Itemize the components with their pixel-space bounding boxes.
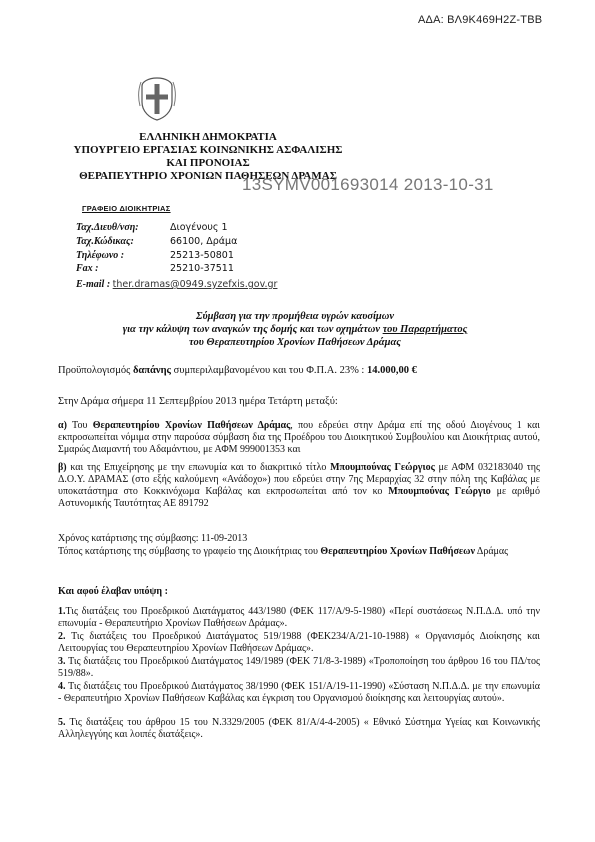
budget-pre: Προϋπολογισμός [58, 365, 133, 376]
header-line-republic: ΕΛΛΗΝΙΚΗ ΔΗΜΟΚΡΑΤΙΑ [139, 131, 277, 143]
clause-item [58, 631, 540, 655]
clause-item [58, 606, 540, 630]
party-b-rep-name: Μπουμπούνας Γεώργιο [388, 486, 491, 497]
budget-bold: δαπάνης [132, 365, 171, 376]
clause-number: 1. [58, 606, 66, 617]
diavgeia-stamp: 13SYMV001693014 2013-10-31 [242, 175, 494, 194]
contract-title-line3: του Θεραπευτηρίου Χρονίων Παθήσεων Δράμας [189, 337, 401, 348]
phone-value: 25213-50801 [170, 250, 234, 261]
party-b-text2: με αριθμό Αστυνομικής Ταυτότητας ΑΕ 891792 [58, 486, 540, 509]
clause-item [58, 717, 540, 741]
clause-text: Τις διατάξεις του Προεδρικού Διατάγματος 443/1980 (ΦΕΚ 117/Α/9-5-1980) «Περί συστάσεως Ν.Π.Δ.Δ. υπό την επωνυμία - Θεραπευτήριο Χρονίων Παθήσεων Δράμας». [58, 606, 540, 629]
budget-line [58, 365, 540, 377]
party-a-name: Θεραπευτηρίου Χρονίων Παθήσεων Δράμας [92, 420, 291, 431]
header-line-welfare: ΚΑΙ ΠΡΟΝΟΙΑΣ [166, 157, 250, 169]
address-label: Ταχ.Διευθ/νση: [76, 222, 139, 233]
party-b-paragraph [58, 462, 540, 510]
contact-phone [76, 250, 234, 262]
fax-label: Fax : [76, 263, 99, 274]
header-line-ministry: ΥΠΟΥΡΓΕΙΟ ΕΡΓΑΣΙΑΣ ΚΟΙΝΩΝΙΚΗΣ ΑΣΦΑΛΙΣΗΣ [73, 144, 343, 156]
postcode-value: 66100, Δράμα [170, 236, 238, 247]
signing-place-pre: Τόπος κατάρτισης της σύμβασης το γραφείο της Διοικήτριας του [58, 546, 321, 557]
party-b-name: Μπουμπούνας Γεώργιος [330, 462, 435, 473]
considering-heading: Και αφού έλαβαν υπόψη : [58, 586, 168, 597]
party-b-pre: και της Επιχείρησης με την επωνυμία και το διακριτικό τίτλο [66, 462, 331, 473]
clause-number: 4. [58, 681, 66, 692]
clause-text: Τις διατάξεις του Προεδρικού Διατάγματος 519/1988 (ΦΕΚ234/Α/21-10-1988) « Οργανισμός Διοίκησης και Λειτουργίας του Θεραπευτηρίου Χρονίων Παθήσεων Δράμας». [58, 631, 540, 654]
party-b-text: με ΑΦΜ 032183040 της Δ.Ο.Υ. ΔΡΑΜΑΣ (στο εξής καλούμενη «Ανάδοχο») που εδρεύει στην 7ης Μεραρχίας 32 στην πόλη της Καβάλας με υποκατάστημα στο Κοκκινόχωμα Καβάλας και εκπροσωπείται από τον κο [58, 462, 540, 497]
fax-value: 25210-37511 [170, 263, 234, 274]
signing-place-post: Δράμας [474, 546, 509, 557]
header-line-institution: ΘΕΡΑΠΕΥΤΗΡΙΟ ΧΡΟΝΙΩΝ ΠΑΘΗΣΕΩΝ ΔΡΑΜΑΣ [79, 170, 337, 182]
email-link[interactable]: ther.dramas@0949.syzefxis.gov.gr [112, 279, 278, 290]
ada-code: ΑΔΑ: ΒΛ9Κ469Η2Ζ-ΤΒΒ [418, 14, 543, 26]
clause-item [58, 681, 540, 705]
clause-text: Τις διατάξεις του άρθρου 15 του Ν.3329/2005 (ΦΕΚ 81/Α/4-4-2005) « Εθνικό Σύστημα Υγείας και Κοινωνικής Αλληλεγγύης και λοιπές διατάξεις». [58, 717, 540, 740]
postcode-label: Ταχ.Κώδικας: [76, 236, 134, 247]
clause-item [58, 656, 540, 680]
clause-text: Τις διατάξεις του Προεδρικού Διατάγματος 38/1990 (ΦΕΚ 151/Α/19-11-1990) «Σύσταση Ν.Π.Δ.Δ. με την επωνυμία - Θεραπευτήριο Χρονίων Παθήσεων Καβάλας και έγκριση του Οργανισμού διοίκησης και λειτουργίας αυτού». [58, 681, 540, 704]
contact-postcode [76, 236, 237, 248]
signing-place-bold: Θεραπευτηρίου Χρονίων Παθήσεων [320, 546, 475, 557]
contract-title-line2-text: για την κάλυψη των αναγκών της δομής και των οχημάτων [122, 324, 383, 335]
contract-title-annex: του Παραρτήματος [382, 324, 468, 335]
contact-email [76, 279, 277, 291]
clause-number: 3. [58, 656, 66, 667]
phone-label: Τηλέφωνο : [76, 250, 125, 261]
address-value: Διογένους 1 [170, 222, 228, 233]
party-a-label: α) [58, 420, 67, 431]
budget-mid: συμπεριλαμβανομένου και του Φ.Π.Α. 23% : [170, 365, 367, 376]
signing-place [58, 546, 540, 558]
email-label: E-mail : [76, 279, 111, 290]
clause-number: 2. [58, 631, 66, 642]
contract-title-line1: Σύμβαση για την προμήθεια υγρών καυσίμων [195, 311, 395, 322]
signing-time: Χρόνος κατάρτισης της σύμβασης: 11-09-2013 [58, 533, 248, 544]
contact-address [76, 222, 228, 234]
contact-fax [76, 263, 234, 275]
contract-title-line2 [60, 323, 530, 336]
budget-amount: 14.000,00 € [366, 365, 417, 376]
department-title: ΓΡΑΦΕΙΟ ΔΙΟΙΚΗΤΡΙΑΣ [82, 204, 171, 213]
greek-coat-of-arms-emblem [138, 76, 176, 122]
party-a-text: , που εδρεύει στην Δράμα επί της οδού Διογένους 1 και εκπροσωπείται νόμιμα στην παρούσα σύμβαση δια της Προέδρου του Διοικητικού Συμβουλίου και Διοικήτριας αυτού, Σμαρώς Διαμαντή του Αδαμάντιου, με ΑΦΜ 999001353 και [58, 420, 540, 455]
party-b-label: β) [58, 462, 67, 473]
intro-line: Στην Δράμα σήμερα 11 Σεπτεμβρίου 2013 ημέρα Τετάρτη μεταξύ: [58, 396, 338, 407]
clause-text: Τις διατάξεις του Προεδρικού Διατάγματος 149/1989 (ΦΕΚ 71/8-3-1989) «Τροποποίηση του άρθρου 16 του ΠΔ/τος 519/88». [58, 656, 540, 679]
clause-number: 5. [58, 717, 66, 728]
party-a-pre: Του [66, 420, 93, 431]
party-a-paragraph [58, 420, 540, 456]
